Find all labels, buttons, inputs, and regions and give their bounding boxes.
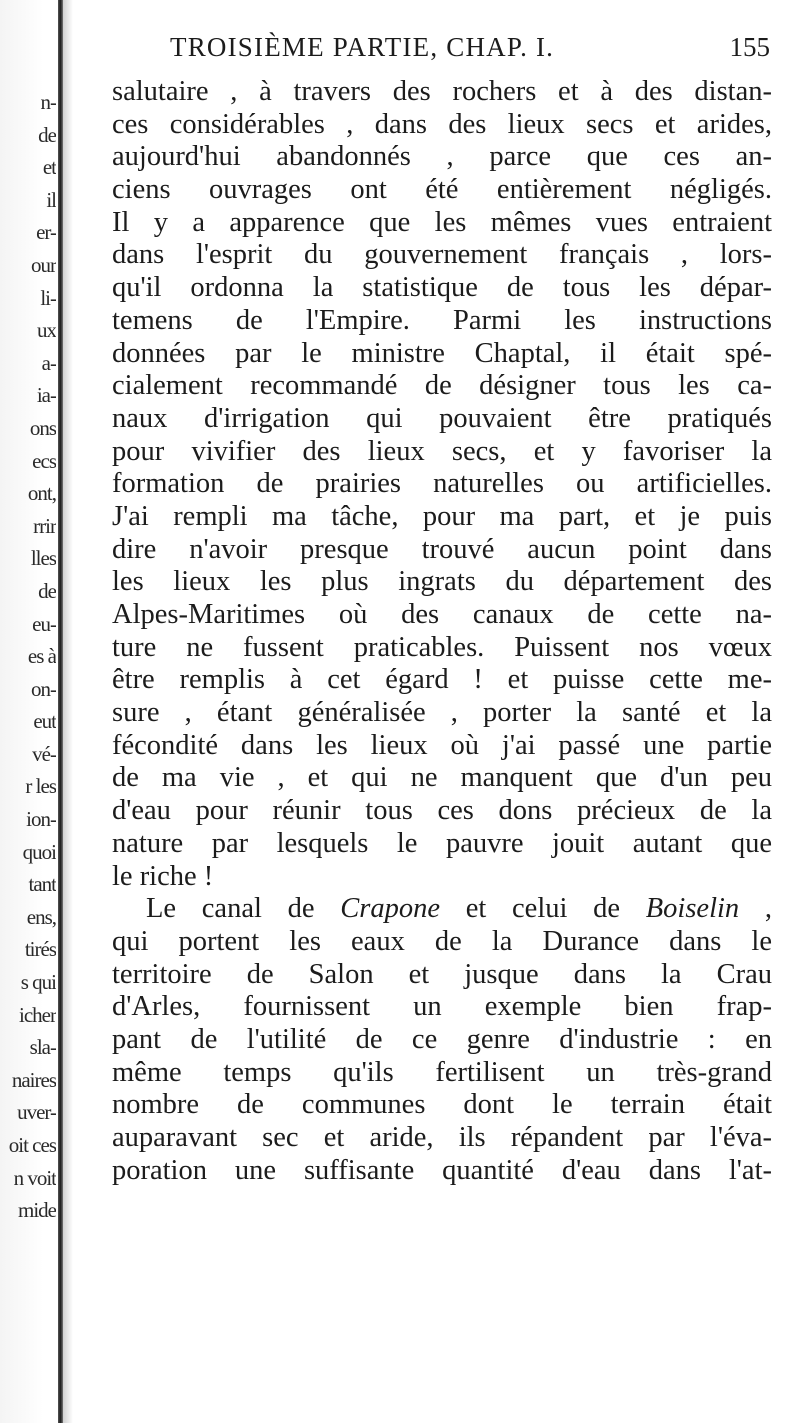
text-line: auparavant sec et aride, ils répandent par l'éva- — [112, 1122, 772, 1153]
text-line: ces considérables , dans des lieux secs et arides, — [112, 108, 772, 140]
margin-fragment: il — [46, 187, 56, 212]
text-line: temens de l'Empire. Parmi les instructions — [112, 304, 772, 336]
margin-fragment: r les — [25, 774, 56, 799]
text-line: qu'il ordonna la statistique de tous les dépar- — [112, 272, 772, 304]
margin-fragment: a- — [41, 350, 56, 375]
facing-page-fragments — [0, 86, 58, 1227]
text-line: territoire de Salon et jusque dans la Crau — [112, 958, 772, 990]
text-line: pour vivifier des lieux secs, et y favoriser la — [112, 435, 772, 467]
margin-fragment: sla- — [29, 1035, 56, 1060]
margin-fragment: li- — [40, 285, 56, 310]
margin-fragment: quoi — [22, 839, 56, 864]
italic-name: Boiselin — [645, 893, 740, 925]
margin-fragment: on- — [31, 676, 56, 701]
text-line: le riche ! — [112, 860, 214, 892]
binding-shadow — [63, 0, 73, 1423]
margin-fragment: s qui — [20, 970, 56, 995]
text-run: et celui de — [440, 893, 646, 925]
running-head — [170, 32, 770, 68]
margin-fragment: eu- — [32, 611, 56, 636]
text-line: fécondité dans les lieux où j'ai passé une partie — [112, 729, 772, 761]
margin-fragment: de — [38, 578, 56, 603]
text-line: salutaire , à travers des rochers et à des distan- — [112, 76, 772, 107]
text-line: nature par lesquels le pauvre jouit autant que — [112, 827, 772, 859]
margin-fragment: vé- — [32, 741, 56, 766]
text-line: d'Arles, fournissent un exemple bien frap- — [112, 991, 772, 1023]
margin-fragment: naires — [11, 1067, 56, 1092]
margin-fragment: ons — [29, 415, 56, 440]
text-run: , — [739, 893, 773, 925]
text-line: nombre de communes dont le terrain était — [112, 1089, 772, 1121]
margin-fragment: ux — [37, 318, 56, 343]
text-line: Il y a apparence que les mêmes vues entraient — [112, 206, 772, 238]
text-line: même temps qu'ils fertilisent un très-grand — [112, 1056, 772, 1088]
text-line: données par le ministre Chaptal, il était spé- — [112, 337, 772, 369]
text-line: qui portent les eaux de la Durance dans le — [112, 925, 772, 957]
margin-fragment: lles — [30, 546, 56, 571]
page-number: 155 — [729, 32, 770, 62]
margin-fragment: mide — [18, 1198, 56, 1223]
margin-fragment: eut — [33, 709, 56, 734]
text-run: Le canal de — [146, 893, 341, 925]
running-title: TROISIÈME PARTIE, CHAP. I. — [170, 32, 555, 62]
margin-fragment: ion- — [26, 807, 56, 832]
text-line: sure , étant généralisée , porter la santé et la — [112, 697, 772, 729]
text-line: dire n'avoir presque trouvé aucun point dans — [112, 533, 772, 565]
margin-fragment: et — [42, 155, 56, 180]
text-line: être remplis à cet égard ! et puisse cette me- — [112, 664, 772, 696]
text-line: cialement recommandé de désigner tous les ca- — [112, 370, 772, 402]
margin-fragment: n voit — [13, 1165, 56, 1190]
text-line: d'eau pour réunir tous ces dons précieux de la — [112, 795, 772, 827]
text-line: poration une suffisante quantité d'eau dans l'at- — [112, 1154, 772, 1186]
margin-fragment: de — [38, 122, 56, 147]
text-line: de ma vie , et qui ne manquent que d'un peu — [112, 762, 772, 794]
margin-fragment: our — [31, 252, 56, 277]
margin-fragment: er- — [36, 220, 56, 245]
text-line: les lieux les plus ingrats du département des — [112, 566, 772, 598]
margin-fragment: ont, — [27, 481, 56, 506]
italic-name: Crapone — [340, 893, 440, 925]
text-line: Alpes-Maritimes où des canaux de cette na- — [112, 599, 772, 630]
margin-fragment: rrir — [33, 513, 56, 538]
text-line: dans l'esprit du gouvernement français , lors- — [112, 239, 772, 271]
text-line: naux d'irrigation qui pouvaient être pratiqués — [112, 402, 772, 434]
margin-fragment: ia- — [36, 383, 56, 408]
margin-fragment: uver- — [17, 1100, 56, 1125]
text-line: ture ne fussent praticables. Puissent nos vœux — [112, 631, 772, 663]
margin-fragment: tant — [28, 872, 56, 897]
margin-fragment: ecs — [32, 448, 56, 473]
margin-fragment: es à — [27, 644, 56, 669]
margin-fragment: tirés — [24, 937, 56, 962]
margin-fragment: n- — [40, 90, 56, 114]
text-line: aujourd'hui abandonnés , parce que ces an- — [112, 141, 772, 173]
margin-fragment: ens, — [26, 904, 56, 929]
text-line: formation de prairies naturelles ou artificielles. — [112, 468, 772, 500]
margin-fragment: oit ces — [8, 1133, 56, 1157]
text-line: ciens ouvrages ont été entièrement négligés. — [112, 174, 772, 206]
text-line — [112, 893, 772, 926]
body-text — [112, 76, 772, 1187]
margin-fragment: icher — [19, 1002, 56, 1027]
text-line: J'ai rempli ma tâche, pour ma part, et je puis — [112, 500, 772, 532]
text-line: pant de l'utilité de ce genre d'industrie : en — [112, 1023, 772, 1055]
